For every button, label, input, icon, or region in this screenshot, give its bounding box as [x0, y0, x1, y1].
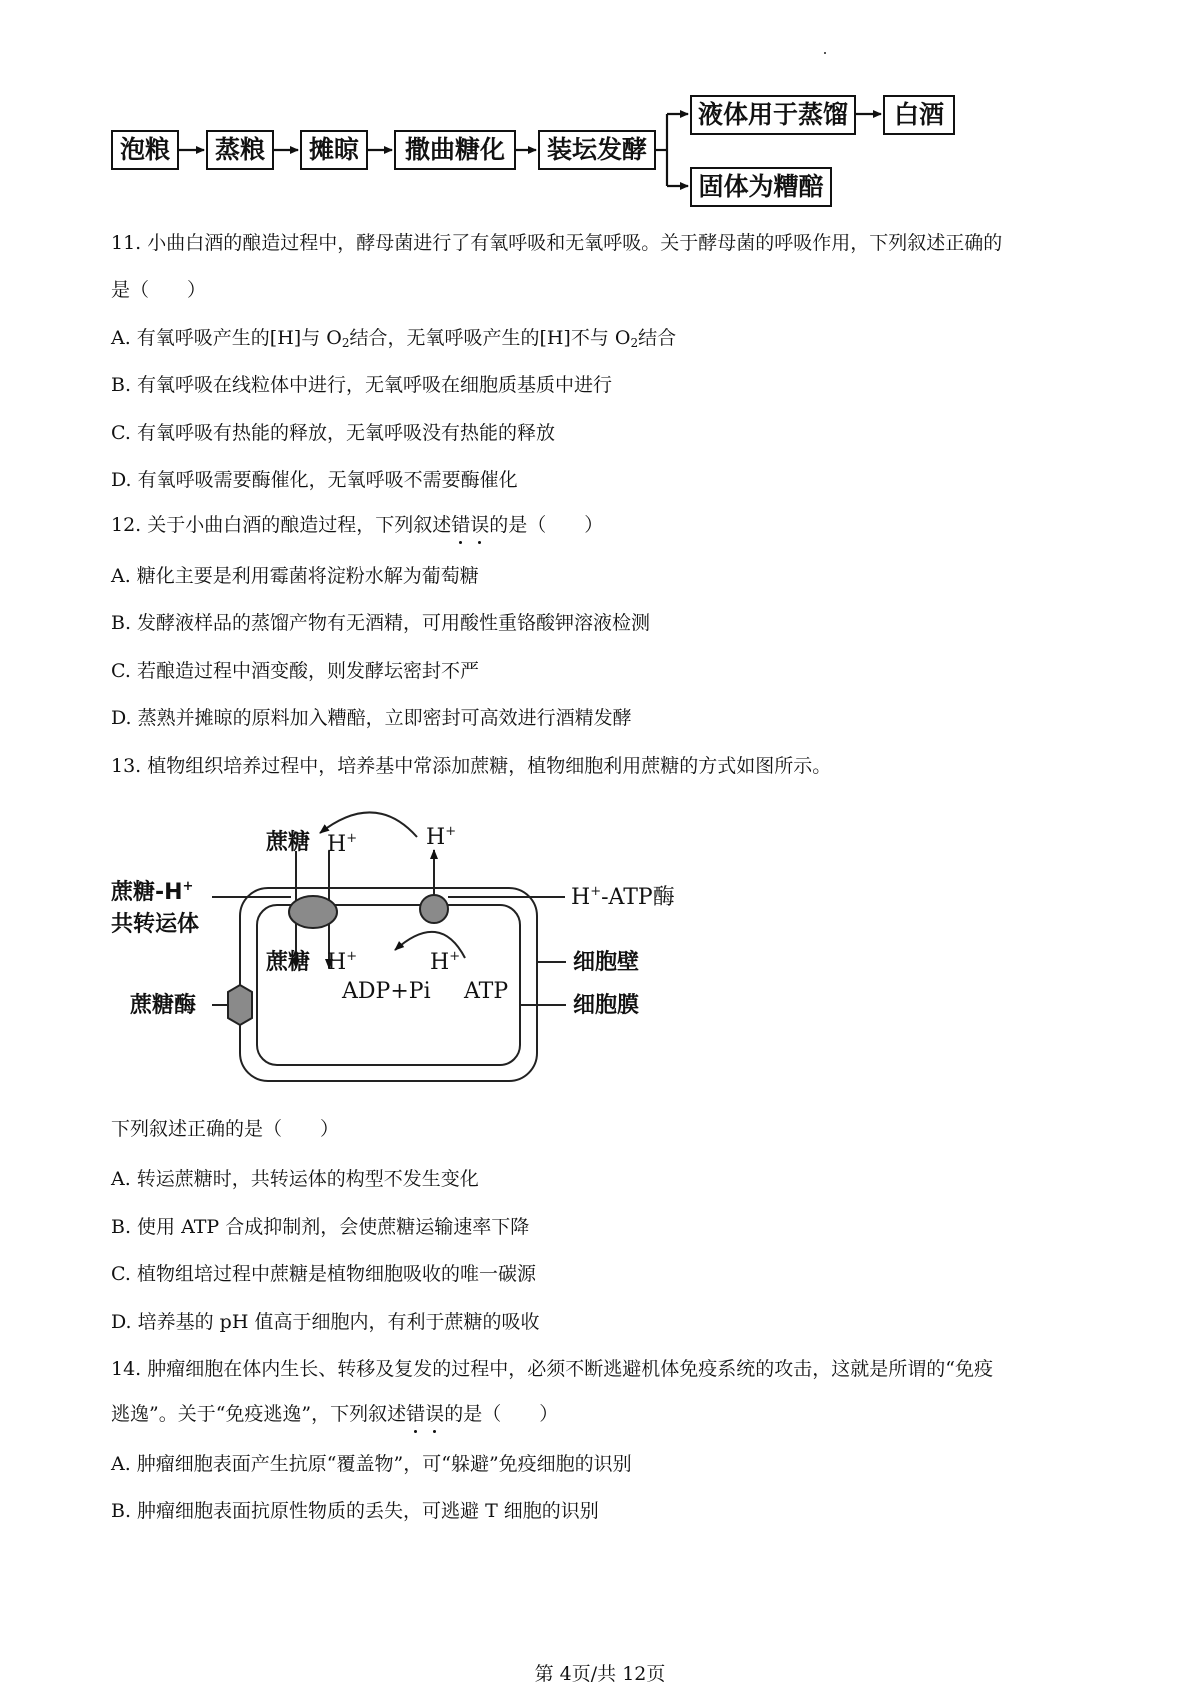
q12-emphasis-2: 误	[470, 514, 490, 536]
label-cell-membrane: 细胞膜	[573, 993, 640, 1018]
plus-sign: +	[590, 884, 602, 899]
flowchart-arrows	[0, 0, 1200, 220]
q13-option-d: D. 培养基的 pH 值高于细胞内，有利于蔗糖的吸收	[111, 1311, 540, 1333]
step-liquor: 白酒	[883, 95, 955, 135]
label-sucrose-outside: 蔗糖	[266, 830, 311, 855]
label-sucrase: 蔗糖酶	[130, 993, 197, 1018]
step-ferment: 装坛发酵	[538, 130, 656, 170]
q11-option-a	[111, 325, 676, 351]
cell-wall-outline	[240, 888, 537, 1081]
cell-membrane-outline	[257, 905, 520, 1065]
q14-emphasis-1: 错	[406, 1403, 426, 1425]
page-number: 第 4页/共 12页	[534, 1663, 666, 1685]
step-distill: 液体用于蒸馏	[690, 95, 856, 135]
sucrase-enzyme	[228, 985, 252, 1025]
q14-stem-pre: 逃逸”。关于“免疫逃逸”，下列叙述	[111, 1403, 407, 1425]
brewing-flowchart	[0, 0, 1200, 220]
q11-stem-line2: 是（ ）	[111, 279, 207, 301]
label-h-outside-left	[327, 832, 357, 858]
label-adp-pi: ADP+Pi	[342, 979, 431, 1004]
q14-option-a: A. 肿瘤细胞表面产生抗原“覆盖物”，可“躲避”免疫细胞的识别	[111, 1453, 632, 1475]
step-soak: 泡粮	[111, 130, 179, 170]
label-h-inside-left	[327, 950, 357, 976]
cotransporter-protein	[289, 896, 337, 928]
step-cool: 摊晾	[300, 130, 368, 170]
arrow-h-cycle	[320, 812, 417, 837]
q13-option-b: B. 使用 ATP 合成抑制剂，会使蔗糖运输速率下降	[111, 1216, 530, 1238]
q11-option-d: D. 有氧呼吸需要酶催化，无氧呼吸不需要酶催化	[111, 469, 518, 491]
plus-sign: +	[449, 949, 461, 964]
label-h-atpase-rest: -ATP酶	[601, 885, 675, 910]
q12-stem	[111, 512, 603, 538]
q14-emphasis-2: 误	[425, 1403, 445, 1425]
q14-stem-line1: 14. 肿瘤细胞在体内生长、转移及复发的过程中，必须不断逃避机体免疫系统的攻击，这就是所谓的“免疫	[111, 1358, 993, 1380]
label-sucrose-inside: 蔗糖	[266, 950, 311, 975]
q13-stem: 13. 植物组织培养过程中，培养基中常添加蔗糖，植物细胞利用蔗糖的方式如图所示。	[111, 755, 832, 777]
step-steam: 蒸粮	[206, 130, 274, 170]
q13-option-c: C. 植物组培过程中蔗糖是植物细胞吸收的唯一碳源	[111, 1263, 536, 1285]
q14-stem-line2	[111, 1401, 558, 1427]
h-atpase-protein	[420, 895, 448, 923]
q11-a-post: 结合	[638, 327, 677, 349]
label-cotransporter-text: 蔗糖-H	[111, 880, 183, 905]
arrow-atp-hydrolysis	[395, 932, 465, 958]
label-h-inside-right-text: H	[430, 950, 450, 975]
q11-a-pre: A. 有氧呼吸产生的[H]与 O	[111, 327, 342, 349]
q11-a-sub2: 2	[630, 336, 639, 350]
step-residue: 固体为糟醅	[690, 167, 832, 207]
q12-option-a: A. 糖化主要是利用霉菌将淀粉水解为葡萄糖	[111, 565, 479, 587]
q12-emphasis-1: 错	[451, 514, 471, 536]
label-h-atpase	[571, 885, 675, 911]
step-saccharify: 撒曲糖化	[394, 130, 516, 170]
q12-stem-post: 的是（ ）	[489, 514, 604, 536]
q13-prompt: 下列叙述正确的是（ ）	[111, 1118, 340, 1140]
label-cell-wall: 细胞壁	[573, 950, 640, 975]
label-h-atpase-h: H	[571, 885, 591, 910]
plus-sign: +	[182, 879, 194, 894]
label-h-inside-right	[430, 950, 460, 976]
label-cotransporter-line2: 共转运体	[111, 912, 200, 937]
plus-sign: +	[346, 831, 358, 846]
label-h-outside-right-text: H	[426, 825, 446, 850]
q12-option-d: D. 蒸熟并摊晾的原料加入糟醅，立即密封可高效进行酒精发酵	[111, 707, 632, 729]
label-cotransporter-line1	[111, 880, 193, 906]
plus-sign: +	[346, 949, 358, 964]
q12-option-b: B. 发酵液样品的蒸馏产物有无酒精，可用酸性重铬酸钾溶液检测	[111, 612, 651, 634]
q14-option-b: B. 肿瘤细胞表面抗原性物质的丢失，可逃避 T 细胞的识别	[111, 1500, 599, 1522]
q12-option-c: C. 若酿造过程中酒变酸，则发酵坛密封不严	[111, 660, 479, 682]
q12-stem-pre: 12. 关于小曲白酒的酿造过程，下列叙述	[111, 514, 452, 536]
q14-stem-post: 的是（ ）	[444, 1403, 559, 1425]
label-h-inside-left-text: H	[327, 950, 347, 975]
q11-a-mid: 结合，无氧呼吸产生的[H]不与 O	[349, 327, 631, 349]
q11-stem-line1: 11. 小曲白酒的酿造过程中，酵母菌进行了有氧呼吸和无氧呼吸。关于酵母菌的呼吸作用，下列叙述正确的	[111, 232, 1003, 254]
q11-option-b: B. 有氧呼吸在线粒体中进行，无氧呼吸在细胞质基质中进行	[111, 374, 613, 396]
q11-a-sub1: 2	[341, 336, 350, 350]
q13-option-a: A. 转运蔗糖时，共转运体的构型不发生变化	[111, 1168, 479, 1190]
label-h-outside-left-text: H	[327, 832, 347, 857]
q11-option-c: C. 有氧呼吸有热能的释放，无氧呼吸没有热能的释放	[111, 422, 555, 444]
label-h-outside-right	[426, 825, 456, 851]
plus-sign: +	[445, 824, 457, 839]
label-atp: ATP	[464, 979, 509, 1004]
